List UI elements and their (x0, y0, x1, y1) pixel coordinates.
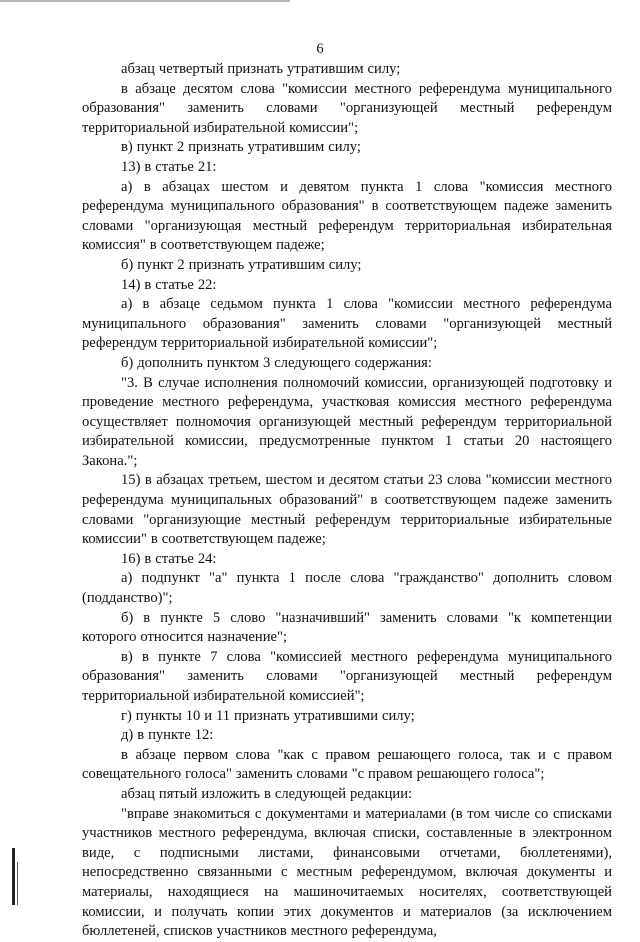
paragraph: в) в пункте 7 слова "комиссией местного референдума муниципального образования" заменить словами "организующей местный референдум территориальной избирательной комиссией"; (82, 648, 612, 704)
paragraph: 14) в статье 22: (121, 276, 217, 293)
paragraph: в) пункт 2 признать утратившим силу; (121, 139, 361, 156)
top-scan-edge (0, 0, 290, 2)
binding-mark (12, 848, 15, 905)
binding-mark-line (17, 862, 18, 905)
paragraph: б) в пункте 5 слово "назначивший" заменить словами "к компетенции которого относится назначение"; (82, 609, 612, 646)
paragraph: абзац четвертый признать утратившим силу; (121, 61, 401, 77)
paragraph: б) дополнить пунктом 3 следующего содержания: (121, 354, 432, 371)
paragraph: абзац пятый изложить в следующей редакции: (121, 785, 413, 802)
paragraph: "3. В случае исполнения полномочий комиссии, организующей подготовку и проведение местного референдума, участковая комиссия местного референдума осуществляет полномочия организующей местный референдум территориальной избирательной комиссии, предусмотренные пунктом 1 статьи 20 настоящего Закона."; (82, 374, 612, 469)
paragraph: а) в абзаце седьмом пункта 1 слова "комиссии местного референдума муниципального образования" заменить словами "организующей местный референдум территориальной избирательной комиссии"; (82, 296, 612, 352)
page-number: 6 (316, 41, 324, 57)
paragraph: "вправе знакомиться с документами и материалами (в том числе со списками участников местного референдума, включая списки, составленные в электронном виде, с подписными листами, финансовыми отчетами, бюллетенями), непосредственно связанными с местным референдумом, включая документы и материалы, находящиеся на машиночитаемых носителях, соответствующей комиссии, и получать копии этих документов и материалов (за исключением бюллетеней, списков участников местного референдума, (82, 805, 612, 940)
paragraph: б) пункт 2 признать утратившим силу; (121, 256, 362, 273)
paragraph: 16) в статье 24: (121, 550, 217, 567)
paragraph: г) пункты 10 и 11 признать утратившими силу; (121, 707, 415, 724)
paragraph: а) в абзацах шестом и девятом пункта 1 слова "комиссия местного референдума муниципального образования" в соответствующем падеже заменить словами "организующая местный референдум территориальная избирательная комиссия" в соответствующем падеже; (82, 178, 612, 254)
paragraph: а) подпункт "а" пункта 1 после слова "гражданство" дополнить словом (подданство)"; (82, 570, 612, 607)
paragraph: 15) в абзацах третьем, шестом и десятом статьи 23 слова "комиссии местного референдума муниципальных образований" в соответствующем падеже заменить словами "организующие местный референдум территориальные избирательные комиссии" в соответствующем падеже; (82, 472, 612, 548)
paragraph: в абзаце десятом слова "комиссии местного референдума муниципального образования" заменить словами "организующей местный референдум территориальной избирательной комиссии"; (82, 80, 612, 136)
paragraph: в абзаце первом слова "как с правом решающего голоса, так и с правом совещательного голоса" заменить словами "с правом решающего голоса"; (82, 746, 612, 783)
paragraph: 13) в статье 21: (121, 158, 217, 175)
paragraph: д) в пункте 12: (121, 727, 214, 744)
document-body (82, 60, 612, 942)
